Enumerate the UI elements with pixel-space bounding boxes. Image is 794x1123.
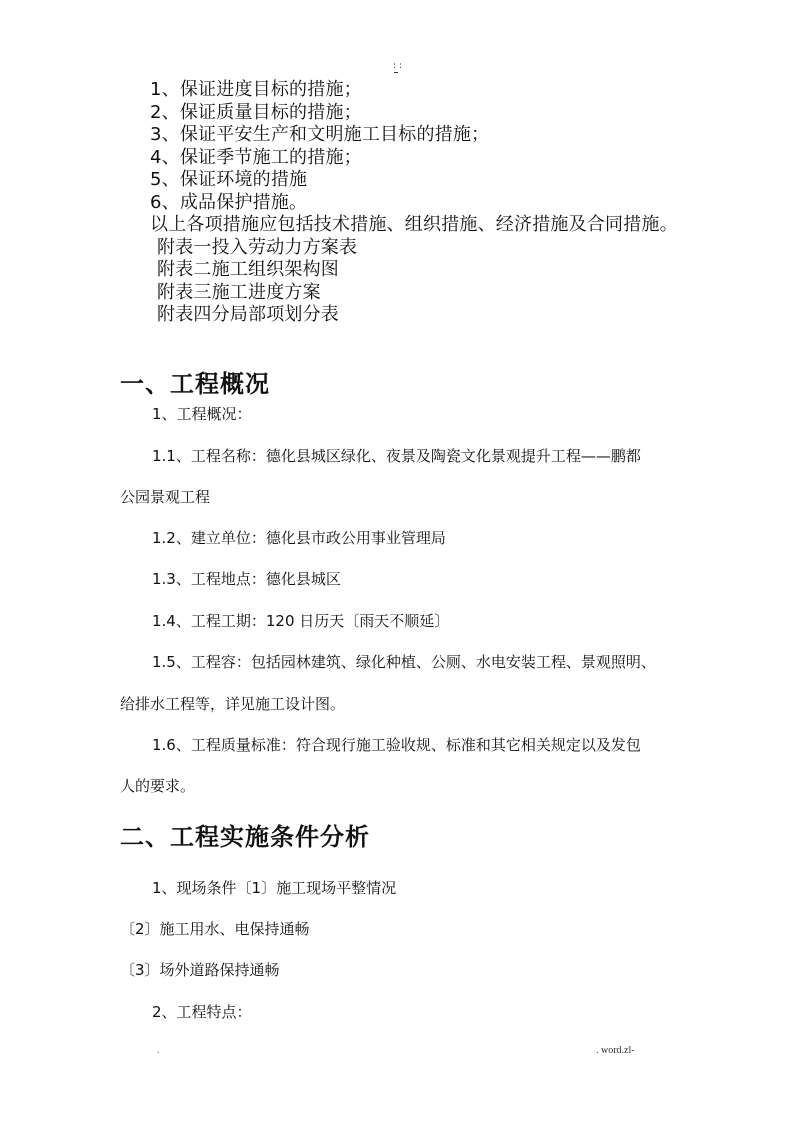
measure-item: 3、保证平安生产和文明施工目标的措施； [150,124,490,145]
measure-item: 4、保证季节施工的措施； [150,146,362,168]
paragraph: 给排水工程等，详见施工设计图。 [120,695,346,713]
paragraph: 1、工程概况： [152,405,252,423]
paragraph: 公园景观工程 [120,488,211,506]
measure-item: 6、成品保护措施。 [150,191,308,213]
paragraph: 1.3、工程地点：德化县城区 [152,570,341,588]
measures-summary: 以上各项措施应包括技术措施、组织措施、经济措施及合同措施。 [150,214,678,235]
paragraph: 1.1、工程名称：德化县城区绿化、夜景及陶瓷文化景观提升工程——鹏都 [152,447,641,465]
paragraph: 1.2、建立单位：德化县市政公用事业管理局 [152,529,446,547]
footer-right: . word.zl- [596,1045,635,1056]
header-mark: : : [393,61,402,71]
appendix-item: 附表三施工进度方案 [157,281,321,303]
appendix-item: 附表四分局部项划分表 [157,304,339,325]
header-rule [394,72,398,73]
paragraph: 2、工程特点： [152,1003,252,1021]
measures-list [150,79,678,327]
paragraph: 1、现场条件〔1〕施工现场平整情况 [152,879,397,897]
measure-item: 5、保证环境的措施 [150,169,308,190]
appendix-item: 附表一投入劳动力方案表 [157,236,358,258]
paragraph: 1.6、工程质量标准：符合现行施工验收规、标准和其它相关规定以及发包 [152,736,641,754]
section-heading-conditions: 二、工程实施条件分析 [120,823,370,851]
measure-item: 1、保证进度目标的措施； [150,79,362,100]
appendix-item: 附表二施工组织架构图 [157,259,339,280]
footer-left: . [157,1046,160,1055]
section-heading-project-overview: 一、工程概况 [120,370,270,398]
measure-item: 2、保证质量目标的措施； [150,101,362,123]
paragraph: 人的要求。 [120,777,196,795]
paragraph: 〔3〕场外道路保持通畅 [120,961,280,979]
paragraph: 1.5、工程容：包括园林建筑、绿化种植、公厕、水电安装工程、景观照明、 [152,653,656,671]
paragraph: 1.4、工程工期：120 日历天〔雨天不顺延〕 [152,612,450,630]
paragraph: 〔2〕施工用水、电保持通畅 [120,920,310,938]
